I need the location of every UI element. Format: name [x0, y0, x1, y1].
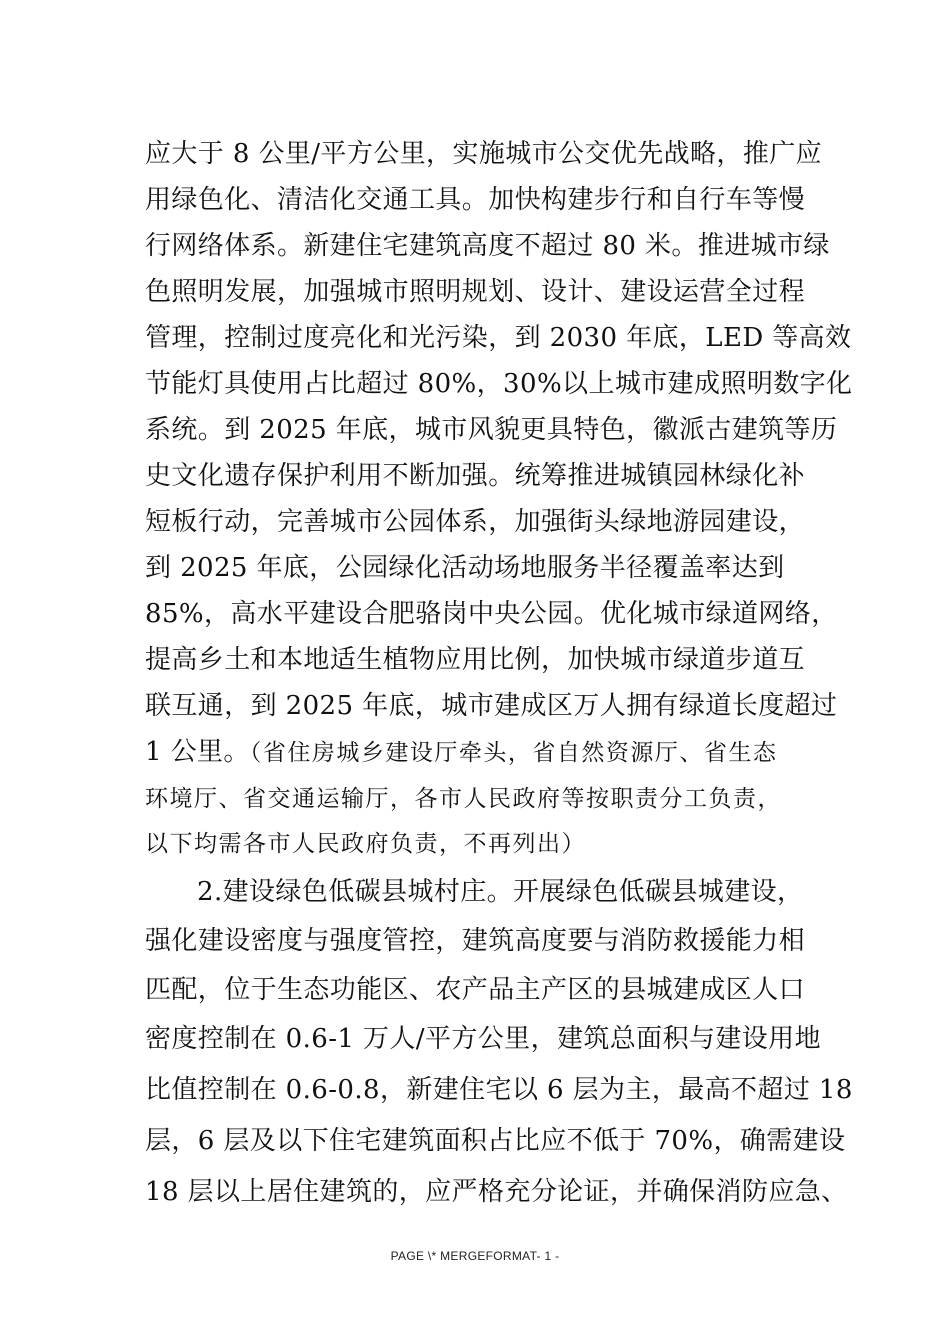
- body-text-line: 85%，高水平建设合肥骆岗中央公园。优化城市绿道网络，: [145, 599, 838, 629]
- body-text-line: 行网络体系。新建住宅建筑高度不超过 80 米。推进城市绿: [145, 231, 830, 261]
- body-text-line: [145, 739, 777, 765]
- responsibility-note: （省住房城乡建设厅牵头，省自然资源厅、省生态: [249, 740, 778, 766]
- body-text-line: 比值控制在 0.6-0.8，新建住宅以 6 层为主，最高不超过 18: [145, 1075, 853, 1105]
- body-text-line: 18 层以上居住建筑的，应严格充分论证，并确保消防应急、: [145, 1177, 848, 1207]
- body-text-line: 应大于 8 公里/平方公里，实施城市公交优先战略，推广应: [145, 139, 823, 169]
- body-text-line: 到 2025 年底，公园绿化活动场地服务半径覆盖率达到: [145, 553, 785, 583]
- body-text-line: 匹配，位于生态功能区、农产品主产区的县城建成区人口: [145, 975, 806, 1005]
- body-text-line: 色照明发展，加强城市照明规划、设计、建设运营全过程: [145, 277, 806, 307]
- body-text-line: 联互通，到 2025 年底，城市建成区万人拥有绿道长度超过: [145, 691, 838, 721]
- section-heading-line: 2.建设绿色低碳县城村庄。开展绿色低碳县城建设，: [197, 877, 804, 907]
- body-text-segment: 1 公里。: [145, 737, 250, 767]
- body-text-line: 节能灯具使用占比超过 80%，30%以上城市建成照明数字化: [145, 369, 853, 399]
- body-text-line: 提高乡土和本地适生植物应用比例，加快城市绿道步道互: [145, 645, 806, 675]
- body-text-line: 管理，控制过度亮化和光污染，到 2030 年底，LED 等高效: [145, 323, 852, 353]
- body-text-line: 强化建设密度与强度管控，建筑高度要与消防救援能力相: [145, 926, 806, 956]
- responsibility-note-line: 环境厅、省交通运输厅，各市人民政府等按职责分工负责，: [145, 786, 782, 812]
- body-text-line: 系统。到 2025 年底，城市风貌更具特色，徽派古建筑等历: [145, 415, 838, 445]
- body-text-line: 史文化遗存保护利用不断加强。统筹推进城镇园林绿化补: [145, 461, 806, 491]
- body-text-line: 用绿色化、清洁化交通工具。加快构建步行和自行车等慢: [145, 185, 806, 215]
- responsibility-note-line: 以下均需各市人民政府负责，不再列出）: [145, 831, 586, 857]
- body-text-line: 短板行动，完善城市公园体系，加强街头绿地游园建设，: [145, 507, 806, 537]
- page-footer: PAGE \* MERGEFORMAT- 1 -: [390, 1249, 560, 1263]
- body-text-line: 密度控制在 0.6-1 万人/平方公里，建筑总面积与建设用地: [145, 1024, 821, 1054]
- body-text-line: 层，6 层及以下住宅建筑面积占比应不低于 70%，确需建设: [145, 1126, 846, 1156]
